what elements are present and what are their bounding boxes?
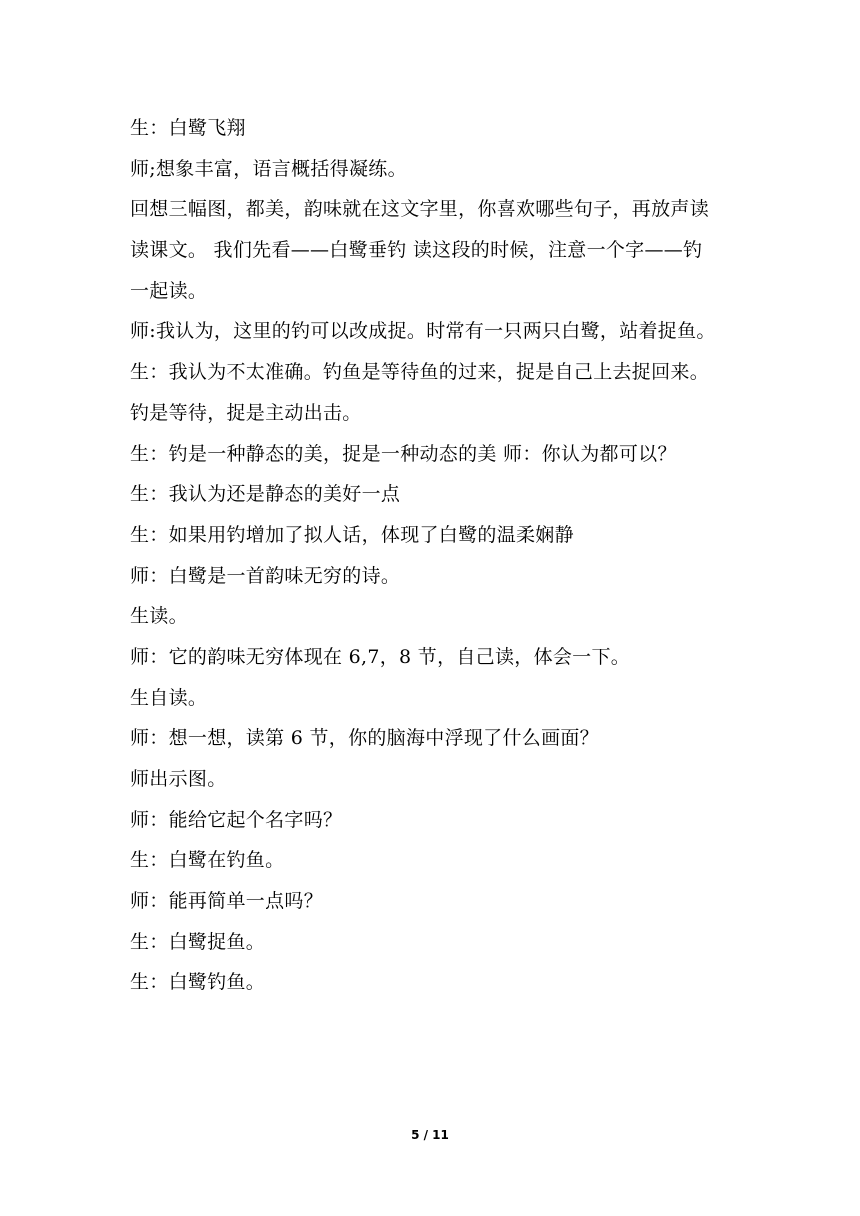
text-line: 师：能再简单一点吗？	[130, 890, 324, 913]
text-line: 生：我认为不太准确。钓鱼是等待鱼的过来，捉是自己上去捉回来。	[130, 361, 710, 384]
text-line: 师：能给它起个名字吗？	[130, 808, 343, 831]
text-line: 生：白鹭在钓鱼。	[130, 849, 285, 872]
text-line: 师:我认为，这里的钓可以改成捉。时常有一只两只白鹭，站着捉鱼。	[130, 320, 716, 343]
page-number: 5 / 11	[411, 1128, 449, 1142]
text-line: 读课文。 我们先看——白鹭垂钓 读这段的时候，注意一个字——钓	[130, 239, 703, 262]
text-line: 师：想一想，读第 6 节，你的脑海中浮现了什么画面？	[130, 727, 599, 750]
text-line: 生自读。	[130, 686, 208, 709]
text-line: 师出示图。	[130, 768, 227, 790]
text-line: 生：我认为还是静态的美好一点	[130, 483, 401, 506]
text-line: 生：白鹭捉鱼。	[130, 930, 266, 953]
document-body	[130, 108, 730, 1003]
text-line: 师;想象丰富，语言概括得凝练。	[130, 157, 407, 180]
text-line: 生：白鹭钓鱼。	[130, 971, 266, 994]
text-line: 钓是等待，捉是主动出击。	[130, 401, 362, 424]
text-line: 生：白鹭飞翔	[130, 117, 246, 139]
text-line: 师：白鹭是一首韵味无穷的诗。	[130, 564, 401, 587]
text-line: 生：如果用钓增加了拟人话，体现了白鹭的温柔娴静	[130, 523, 574, 546]
text-line: 师：它的韵味无穷体现在 6,7，8 节，自己读，体会一下。	[130, 645, 631, 668]
text-line: 生读。	[130, 605, 188, 628]
text-line: 一起读。	[130, 279, 208, 302]
text-line: 生：钓是一种静态的美，捉是一种动态的美 师：你认为都可以？	[130, 442, 677, 465]
text-line: 回想三幅图，都美，韵味就在这文字里，你喜欢哪些句子，再放声读	[130, 198, 710, 221]
